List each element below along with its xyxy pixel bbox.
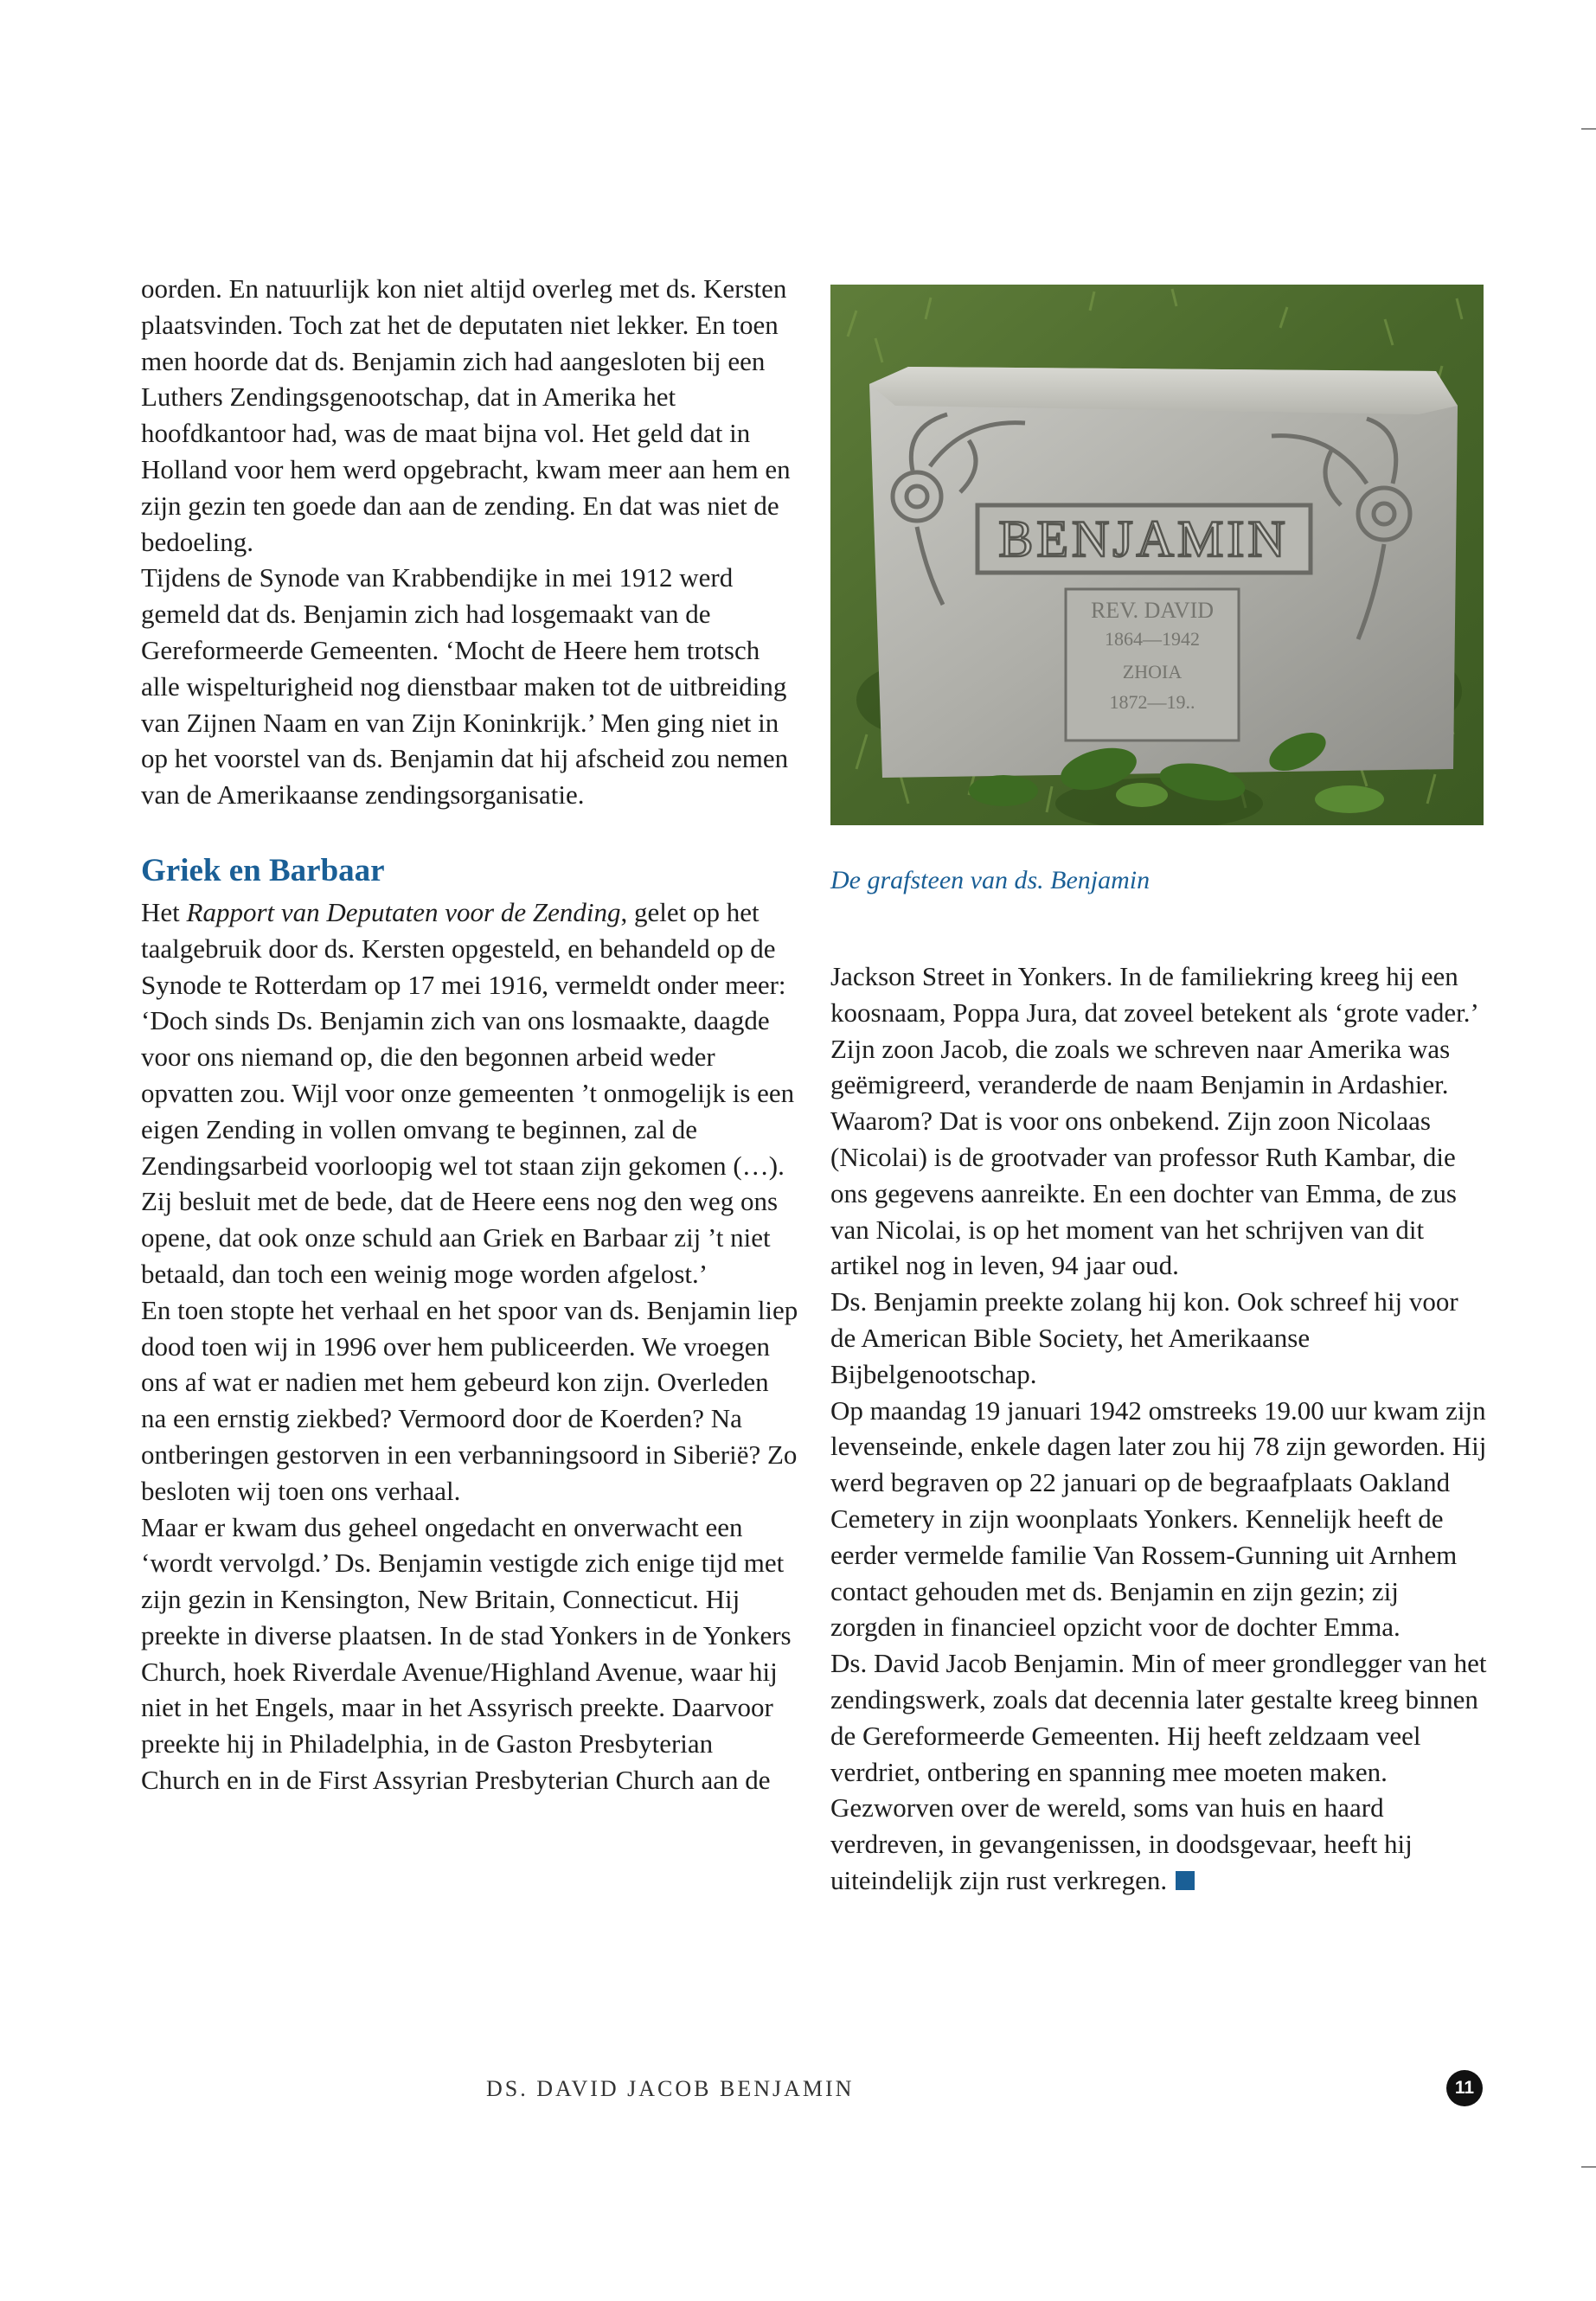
crop-mark-top-right (1581, 128, 1596, 130)
paragraph-rapport: Het Rapport van Deputaten voor de Zending, gelet op het taalgebruik door ds. Kersten opgesteld, en behandeld op de Synode te Rotterdam op 17 mei 1916, vermeldt onder meer: ‘Doch sinds Ds. Benjamin zich van ons losmaakte, daagde voor ons niemand op, die den begonnen arbeid weder opvatten zou. Wijl voor onze gemeenten ’t onmogelijk is een eigen Zending in vollen omvang te beginnen, zal de Zendingsarbeid voorloopig wel tot staan zijn gekomen (…). Zij besluit met de bede, dat de Heere eens nog den weg ons opene, dat ook onze schuld aan Griek en Barbaar zij ’t niet betaald, dan toch een weinig moge worden afgelost.’ (141, 896, 795, 1289)
paragraph: Tijdens de Synode van Krabbendijke in mei 1912 werd gemeld dat ds. Benjamin zich had losgemaakt van de Gereformeerde Gemeenten. ‘Mocht de Heere hem trotsch alle wispelturigheid nog dienstbaar maken tot de uitbreiding van Zijnen Naam en van Zijn Koninkrijk.’ Men ging niet in op het voorstel van ds. Benjamin dat hij afscheid zou nemen van de Amerikaanse zendingsorganisatie. (141, 562, 789, 811)
rapport-title: Rapport van Deputaten voor de Zending (186, 896, 621, 927)
svg-text:ZHOIA: ZHOIA (1122, 661, 1183, 683)
running-footer-title: DS. DAVID JACOB BENJAMIN (486, 2076, 855, 2101)
photo-caption: De grafsteen van ds. Benjamin (830, 866, 1151, 894)
svg-text:1864—1942: 1864—1942 (1105, 628, 1200, 650)
svg-text:REV. DAVID: REV. DAVID (1090, 598, 1215, 623)
page-number-badge: 11 (1446, 2070, 1483, 2106)
end-of-article-mark (1176, 1871, 1195, 1890)
gravestone-photo (830, 285, 1484, 825)
svg-text:1872—19..: 1872—19.. (1109, 691, 1195, 713)
paragraph: Op maandag 19 januari 1942 omstreeks 19.00 uur kwam zijn levenseinde, enkele dagen later zou hij 78 zijn geworden. Hij werd begraven op 22 januari op de begraafplaats Oakland Cemetery in zijn woonplaats Yonkers. Kennelijk heeft de eerder vermelde familie Van Rossem-Gunning uit Arnhem contact gehouden met ds. Benjamin en zijn gezin; zij zorgden in financieel opzicht voor de dochter Emma. (830, 1394, 1487, 1643)
paragraph: Ds. Benjamin preekte zolang hij kon. Ook schreef hij voor de American Bible Society, het Amerikaanse Bijbelgenootschap. (830, 1286, 1458, 1389)
paragraph: Maar er kwam dus geheel ongedacht en onverwacht een ‘wordt vervolgd.’ Ds. Benjamin vestigde zich enige tijd met zijn gezin in Kensington, New Britain, Connecticut. Hij preekte in diverse plaatsen. In de stad Yonkers in de Yonkers Church, hoek Riverdale Avenue/Highland Avenue, waar hij niet in het Engels, maar in het Assyrisch preekte. Daarvoor preekte hij in Philadelphia, in de Gaston Presbyterian Church en in de First Assyrian Presbyterian Church aan de (141, 1511, 792, 1796)
paragraph: Jackson Street in Yonkers. In de familiekring kreeg hij een koosnaam, Poppa Jura, dat zoveel betekent als ‘grote vader.’ Zijn zoon Jacob, die zoals we schreven naar Amerika was geëmigreerd, veranderde de naam Benjamin in Ardashier. Waarom? Dat is voor ons onbekend. Zijn zoon Nicolaas (Nicolai) is de grootvader van professor Ruth Kambar, die ons gegevens aanreikte. En een dochter van Emma, de zus van Nicolai, is op het moment van het schrijven van dit artikel nog in leven, 94 jaar oud. (830, 961, 1477, 1281)
stone-name-text: BENJAMIN (998, 510, 1289, 567)
paragraph: oorden. En natuurlijk kon niet altijd overleg met ds. Kersten plaatsvinden. Toch zat het de deputaten niet lekker. En toen men hoorde dat ds. Benjamin zich had aangesloten bij een Luthers Zendingsgenootschap, dat in Amerika het hoofdkantoor had, was de maat bijna vol. Het geld dat in Holland voor hem werd opgebracht, kwam meer aan hem en zijn gezin ten goede dan aan de zending. En dat was niet de bedoeling. (141, 273, 791, 557)
section-heading: Griek en Barbaar (141, 852, 385, 888)
right-column (830, 958, 1488, 1899)
left-column (141, 271, 798, 1798)
paragraph-final: Ds. David Jacob Benjamin. Min of meer grondlegger van het zendingswerk, zoals dat decennia later gestalte kreeg binnen de Gereformeerde Gemeenten. Hij heeft zeldzaam veel verdriet, ontbering en spanning mee moeten maken. Gezworven over de wereld, soms van huis en haard verdreven, in gevangenissen, in doodsgevaar, heeft hij uiteindelijk zijn rust verkregen. (830, 1648, 1487, 1895)
paragraph: En toen stopte het verhaal en het spoor van ds. Benjamin liep dood toen wij in 1996 over hem publiceerden. We vroegen ons af wat er nadien met hem gebeurd kon zijn. Overleden na een ernstig ziekbed? Vermoord door de Koerden? Na ontberingen gestorven in een verbanningsoord in Siberië? Zo besloten wij toen ons verhaal. (141, 1294, 798, 1506)
crop-mark-bottom-right (1581, 2166, 1596, 2168)
